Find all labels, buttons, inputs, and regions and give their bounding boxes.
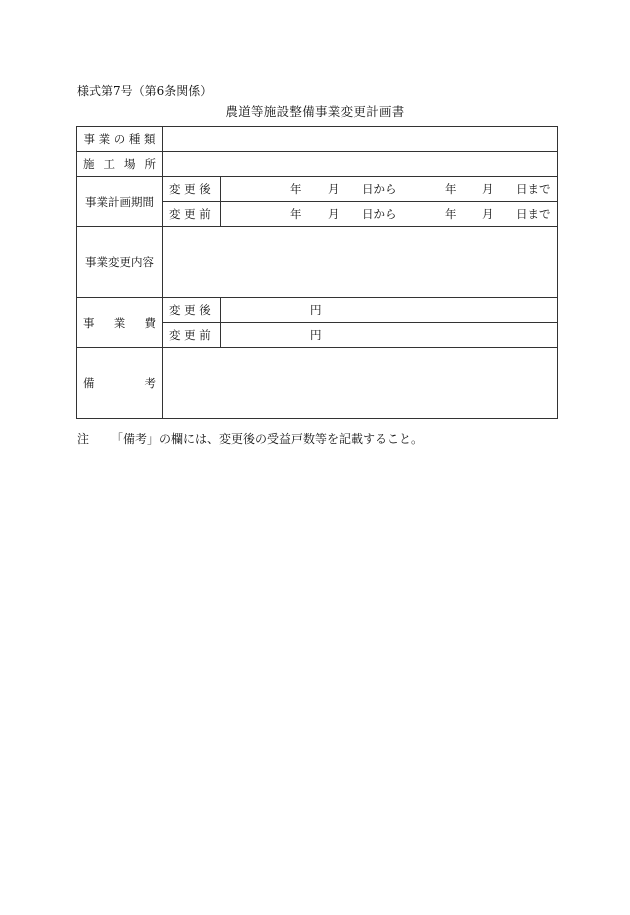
cost-label-char: 事	[83, 315, 95, 330]
business-type-value[interactable]	[163, 127, 558, 152]
remarks-label-char: 考	[144, 376, 156, 390]
cost-after-label: 変 更 後	[163, 298, 221, 323]
period-before-month2: 月	[482, 207, 494, 221]
document-title: 農道等施設整備事業変更計画書	[225, 104, 405, 119]
period-label: 事業計画期間	[77, 177, 163, 227]
location-label	[77, 152, 163, 177]
period-before-year: 年	[290, 207, 302, 221]
location-label-char: 所	[144, 157, 156, 171]
cost-after-unit: 円	[310, 303, 322, 317]
row-location	[77, 152, 558, 177]
period-after-until: 日まで	[516, 182, 551, 196]
remarks-label	[77, 348, 163, 419]
cost-after-value[interactable]	[221, 298, 558, 323]
period-before-until: 日まで	[516, 207, 551, 221]
location-value[interactable]	[163, 152, 558, 177]
row-change-content	[77, 227, 558, 298]
row-remarks	[77, 348, 558, 419]
form-number: 様式第7号（第6条関係）	[77, 84, 213, 98]
location-label-char: 施	[83, 157, 95, 171]
remarks-value[interactable]	[163, 348, 558, 419]
period-before-month: 月	[328, 207, 340, 221]
period-after-dates[interactable]	[221, 177, 558, 202]
location-label-char: 工	[103, 157, 115, 171]
change-content-value[interactable]	[163, 227, 558, 298]
cost-label-char: 費	[144, 315, 156, 330]
cost-before-value[interactable]	[221, 323, 558, 348]
period-before-year2: 年	[445, 207, 457, 221]
cost-before-label: 変 更 前	[163, 323, 221, 348]
change-plan-table	[76, 126, 558, 419]
footnote-mark: 注	[77, 432, 90, 446]
period-after-year: 年	[290, 182, 302, 196]
period-after-month2: 月	[482, 182, 494, 196]
row-business-type	[77, 127, 558, 152]
period-after-from: 日から	[362, 182, 397, 196]
period-after-year2: 年	[445, 182, 457, 196]
period-before-label: 変 更 前	[163, 202, 221, 227]
period-after-label: 変 更 後	[163, 177, 221, 202]
remarks-label-char: 備	[83, 376, 95, 390]
business-type-label: 事 業 の 種 類	[77, 127, 163, 152]
change-content-label: 事業変更内容	[77, 227, 163, 298]
cost-label	[77, 298, 163, 348]
footnote-text: 「備考」の欄には、変更後の受益戸数等を記載すること。	[111, 432, 424, 446]
row-cost-after	[77, 298, 558, 323]
period-before-dates[interactable]	[221, 202, 558, 227]
cost-before-unit: 円	[310, 328, 322, 342]
location-label-char: 場	[124, 157, 136, 171]
row-period-after	[77, 177, 558, 202]
period-before-from: 日から	[362, 207, 397, 221]
cost-label-char: 業	[113, 315, 126, 330]
footnote	[77, 430, 423, 447]
period-after-month: 月	[328, 182, 340, 196]
